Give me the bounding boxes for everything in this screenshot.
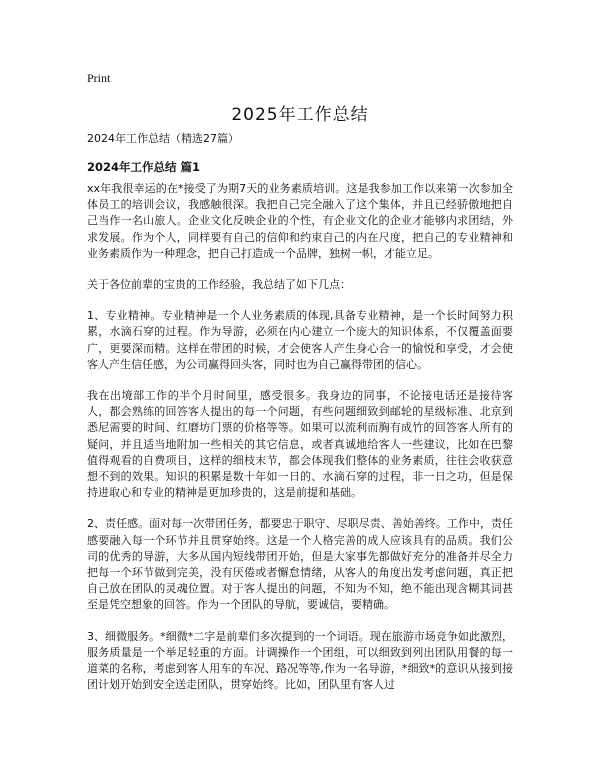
section-heading: 2024年工作总结 篇1 [87, 160, 201, 174]
paragraph: 3、细微服务。*细微*二字是前辈们多次提到的一个词语。现在旅游市场竞争如此激烈，服务质量是一个举足轻重的方面。计调操作一个团组，可以细致到列出团队用餐的每一道菜的名称，考虑到客人用车的车况、路况等等,作为一名导游，*细致*的意识从接到接团计划开始到安全送走团队，贯穿始终。比如，团队里有客人过 [87, 629, 513, 692]
paragraph: 我在出境部工作的半个月时间里，感受很多。我身边的同事，不论接电话还是接待客人，都会熟练的回答客人提出的每一个问题，有些问题细致到邮轮的星级标准、北京到悉尼需要的时间、红磨坊门票的价格等等。如果可以流利而胸有成竹的回答客人所有的疑问，并且适当地附加一些相关的其它信息，或者真诚地给客人一些建议，比如在巴黎值得观看的自费项目，这样的细枝末节，都会体现我们整体的业务素质，往往会收获意想不到的效果。知识的积累是数十年如一日的、水滴石穿的过程，非一日之功，但是保持进取心和专业的精神是更加珍贵的，这是前提和基础。 [87, 389, 513, 500]
document-subtitle: 2024年工作总结（精选27篇） [87, 132, 239, 145]
document-body [87, 181, 513, 708]
page-title: 2025年工作总结 [231, 105, 369, 125]
print-link[interactable]: Print [87, 71, 111, 85]
paragraph: xx年我很幸运的在*接受了为期7天的业务素质培训。这是我参加工作以来第一次参加全体员工的培训会议，我感触很深。我把自己完全融入了这个集体，并且已经骄傲地把自己当作一名山旅人。企业文化反映企业的个性，有企业文化的企业才能够内求团结，外求发展。作为个人，同样要有自己的信仰和约束自己的内在尺度，把自己的专业精神和业务素质作为一种理念，把自己打造成一个品牌，独树一帜，才能立足。 [87, 182, 513, 260]
paragraph: 关于各位前辈的宝贵的工作经验，我总结了如下几点： [87, 278, 351, 292]
paragraph: 2、责任感。面对每一次带团任务，都要忠于职守、尽职尽责、善始善终。工作中，责任感要融入每一个环节并且贯穿始终。这是一个人格完善的成人应该具有的品质。我们公司的优秀的导游，大多从国内短线带团开始，但是大家事先都做好充分的准备并尽全力把每一个环节做到完美，没有厌倦或者懈怠情绪，从客人的角度出发考虑问题，真正把自己放在团队的灵魂位置。对于客人提出的问题，不知为不知，绝不能出现含糊其词甚至是凭空想象的回答。作为一个团队的导航，要诚信，要精确。 [87, 517, 513, 612]
paragraph: 1、专业精神。专业精神是一个人业务素质的体现,具备专业精神，是一个长时间努力积累，水滴石穿的过程。作为导游，必须在内心建立一个庞大的知识体系，不仅覆盖面要广，更要深而精。这样在带团的时候，才会使客人产生身心合一的愉悦和享受，才会使客人产生信任感，为公司赢得回头客，同时也为自己赢得带团的信心。 [87, 309, 513, 371]
